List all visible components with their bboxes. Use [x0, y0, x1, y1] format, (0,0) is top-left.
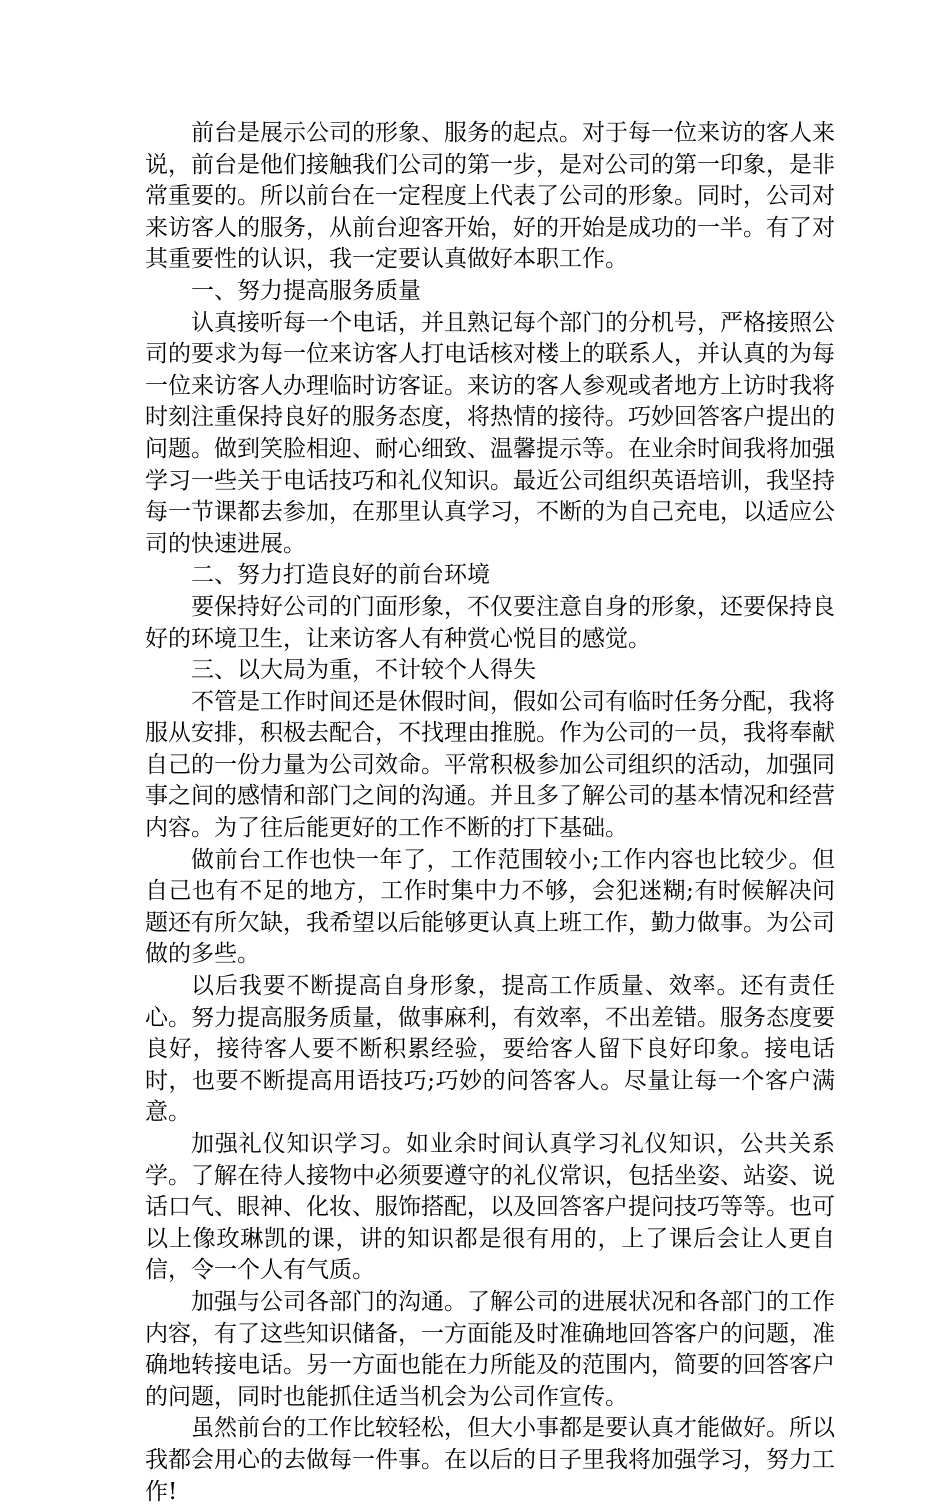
paragraph-environment: 要保持好公司的门面形象，不仅要注意自身的形象，还要保持良好的环境卫生，让来访客人有种赏心悦目的感觉。 [145, 593, 835, 652]
paragraph-self-review: 做前台工作也快一年了，工作范围较小;工作内容也比较少。但自己也有不足的地方，工作时集中力不够，会犯迷糊;有时候解决问题还有所欠缺，我希望以后能够更认真上班工作，勤力做事。为公司做的多些。 [145, 846, 835, 968]
paragraph-service-quality: 认真接听每一个电话，并且熟记每个部门的分机号，严格接照公司的要求为每一位来访客人打电话核对楼上的联系人，并认真的为每一位来访客人办理临时访客证。来访的客人参观或者地方上访时我将时刻注重保持良好的服务态度，将热情的接待。巧妙回答客户提出的问题。做到笑脸相迎、耐心细致、温馨提示等。在业余时间我将加强学习一些关于电话技巧和礼仪知识。最近公司组织英语培训，我坚持每一节课都去参加，在那里认真学习，不断的为自己充电，以适应公司的快速进展。 [145, 309, 835, 557]
paragraph-communication: 加强与公司各部门的沟通。了解公司的进展状况和各部门的工作内容，有了这些知识储备，一方面能及时准确地回答客户的问题，准确地转接电话。另一方面也能在力所能及的范围内，简要的回答客户的问题，同时也能抓住适当机会为公司作宣传。 [145, 1288, 835, 1410]
section-heading-overall-interest: 三、以大局为重，不计较个人得失 [191, 657, 536, 684]
paragraph-improvement: 以后我要不断提高自身形象，提高工作质量、效率。还有责任心。努力提高服务质量，做事麻利，有效率，不出差错。服务态度要良好，接待客人要不断积累经验，要给客人留下良好印象。接电话时，也要不断提高用语技巧;巧妙的问答客人。尽量让每一个客户满意。 [145, 973, 835, 1126]
paragraph-conclusion: 虽然前台的工作比较轻松，但大小事都是要认真才能做好。所以我都会用心的去做每一件事。在以后的日子里我将加强学习，努力工作! [145, 1415, 835, 1505]
document-body [145, 118, 835, 1508]
paragraph-etiquette: 加强礼仪知识学习。如业余时间认真学习礼仪知识，公共关系学。了解在待人接物中必须要遵守的礼仪常识，包括坐姿、站姿、说话口气、眼神、化妆、服饰搭配，以及回答客户提问技巧等等。也可以上像玫琳凯的课，讲的知识都是很有用的，上了课后会让人更自信，令一个人有气质。 [145, 1131, 835, 1284]
paragraph-overall-interest: 不管是工作时间还是休假时间，假如公司有临时任务分配，我将服从安排，积极去配合，不找理由推脱。作为公司的一员，我将奉献自己的一份力量为公司效命。平常积极参加公司组织的活动，加强同事之间的感情和部门之间的沟通。并且多了解公司的基本情况和经营内容。为了往后能更好的工作不断的打下基础。 [145, 688, 835, 842]
paragraph-intro: 前台是展示公司的形象、服务的起点。对于每一位来访的客人来说，前台是他们接触我们公司的第一步，是对公司的第一印象，是非常重要的。所以前台在一定程度上代表了公司的形象。同时，公司对来访客人的服务，从前台迎客开始，好的开始是成功的一半。有了对其重要性的认识，我一定要认真做好本职工作。 [145, 120, 835, 273]
section-heading-service-quality: 一、努力提高服务质量 [191, 277, 421, 304]
section-heading-environment: 二、努力打造良好的前台环境 [191, 562, 490, 589]
